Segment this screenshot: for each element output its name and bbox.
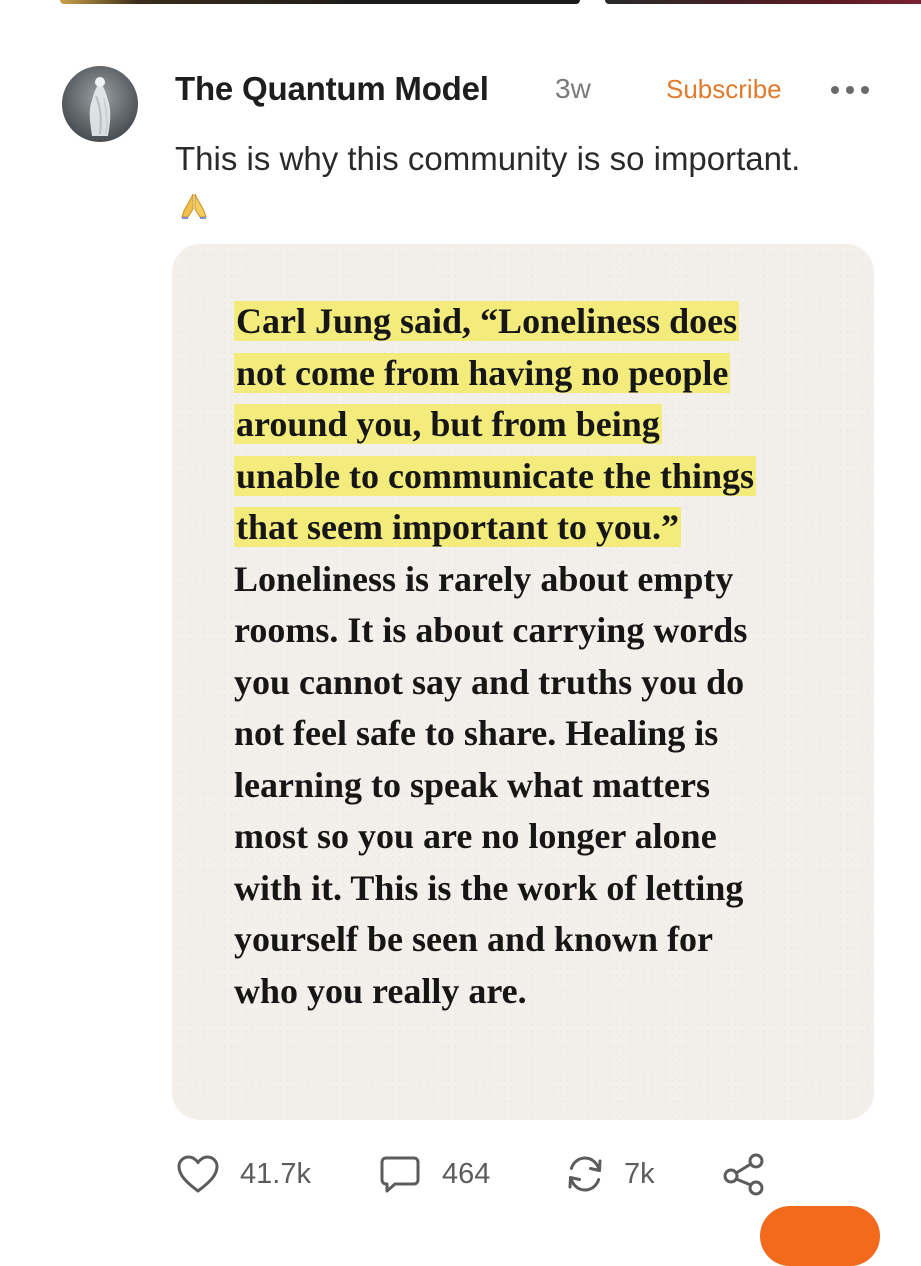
author-name[interactable]: The Quantum Model (175, 70, 489, 107)
quote-highlighted-line: not come from having no people (236, 352, 729, 393)
comment-button[interactable] (378, 1146, 490, 1202)
more-options-button[interactable] (829, 80, 871, 100)
previous-post-media-edge-right (605, 0, 921, 4)
more-dot-icon (831, 86, 839, 94)
previous-post-media-edge (60, 0, 580, 4)
quote-body-line: most so you are no longer alone (234, 816, 717, 856)
subscribe-button[interactable]: Subscribe (666, 74, 782, 104)
quote-body-line: yourself be seen and known for (234, 919, 714, 959)
post-age: 3w (555, 73, 591, 104)
comment-bubble-icon (378, 1152, 422, 1196)
quote-body-line: who you really are. (234, 970, 527, 1011)
quote-highlighted-line: that seem important to you.” (236, 507, 679, 547)
quote-body-line: not feel safe to share. Healing is (234, 713, 719, 753)
restack-count: 7k (624, 1157, 655, 1190)
quote-highlighted-line: unable to communicate the things (236, 455, 755, 496)
like-count: 41.7k (240, 1157, 311, 1190)
quote-highlighted-line: Carl Jung said, “Loneliness does (236, 301, 738, 341)
floating-action-button[interactable] (760, 1206, 880, 1266)
more-dot-icon (846, 86, 854, 94)
quote-body-line: rooms. It is about carrying words (234, 610, 748, 650)
restack-button[interactable] (564, 1146, 655, 1202)
quote-body-line: learning to speak what matters (234, 764, 710, 805)
quote-body-line: with it. This is the work of letting (234, 867, 744, 908)
comment-count: 464 (442, 1157, 491, 1190)
more-dot-icon (861, 86, 869, 94)
restack-arrows-icon (564, 1153, 606, 1195)
author-avatar[interactable] (62, 66, 138, 142)
share-button[interactable] (721, 1146, 767, 1202)
heart-icon (176, 1154, 220, 1194)
quote-body-line: Loneliness is rarely about empty (234, 558, 734, 599)
top-media-strip (0, 0, 921, 6)
post-actions-bar (0, 1146, 921, 1202)
like-button[interactable] (176, 1146, 311, 1202)
avatar-statue-image (62, 66, 138, 142)
quote-body-line: you cannot say and truths you do (234, 661, 745, 702)
post-caption (175, 135, 815, 231)
quote-highlighted-line: around you, but from being (236, 404, 660, 444)
folded-hands-icon (179, 191, 209, 221)
caption-text: This is why this community is so important. (175, 140, 801, 177)
share-icon (721, 1152, 767, 1196)
quote-text-block (234, 296, 834, 1017)
